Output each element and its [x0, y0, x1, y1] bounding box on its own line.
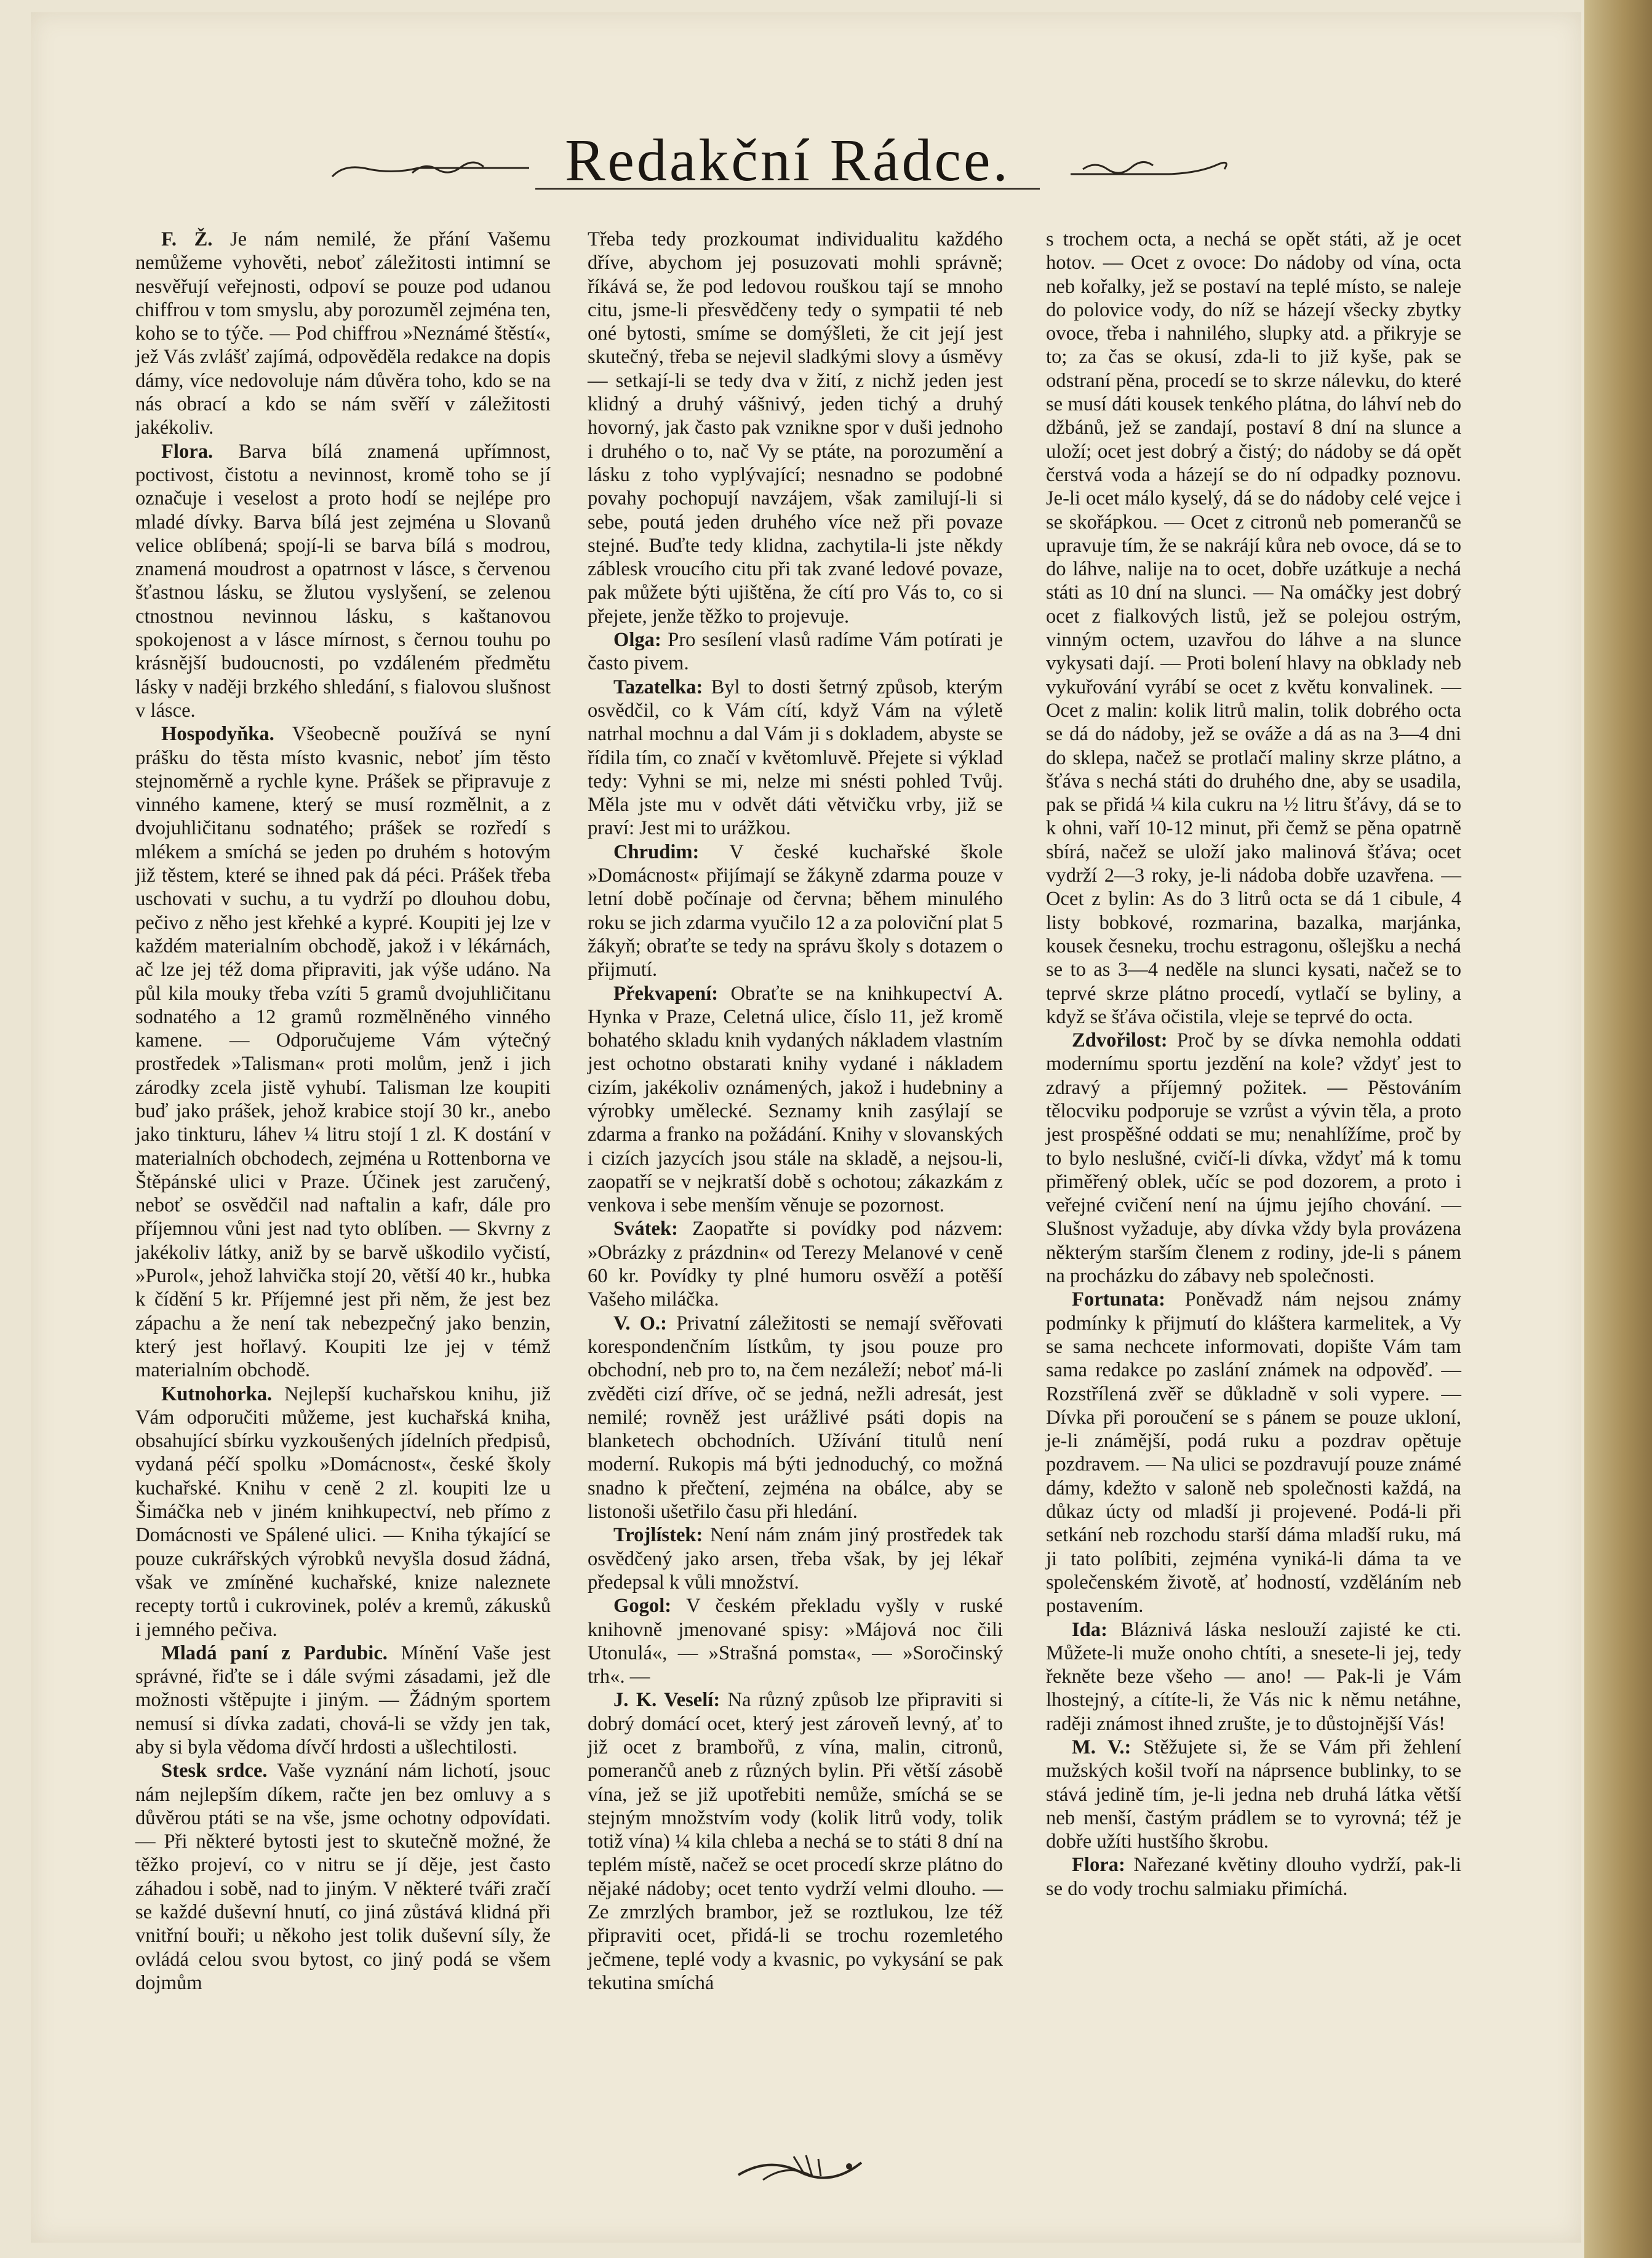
entry-correspondent: Chrudim:	[613, 840, 700, 863]
entry-correspondent: Mladá paní z Pardubic.	[161, 1642, 388, 1664]
entry	[135, 1642, 551, 1759]
entry-text: Je nám nemilé, že přání Vašemu nemůžeme vyhověti, neboť záležitosti intimní se nesvěřují veřejnosti, odpoví se pouze pod udanou chiffrou v tom smyslu, aby porozuměl zejména ten, koho se to týče. — Pod chiffrou »Neznámé štěstí«, jež Vás zvlášť zajímá, odpověděla redakce na dopis dámy, více nedovoluje nám důvěra toho, kdo se na nás obrací a kdo se nám svěří v záležitosti jakékoliv.	[135, 228, 551, 439]
entry-text: Všeobecně používá se nyní prášku do těsta místo kvasnic, neboť jím těsto stejnoměrně a rychle kyne. Prášek se připravuje z vinného kamene, který se musí rozmělnit, a z dvojuhličitanu sodnatého; prášek se rozředí s mlékem a smíchá se jeden po druhém s hotovým již těstem, které se ihned pak dá péci. Prášek třeba uschovati v suchu, a tu vydrží po dlouhou dobu, pečivo z něho jest křehké a kypré. Koupiti jej lze v každém materialním obchodě, jakož i v lékárnách, ač lze jej též doma připraviti, jak výše udáno. Na půl kila mouky třeba vzíti 5 gramů dvojuhličitanu sodnatého a 12 gramů rozmělněného vinného kamene. — Odporučujeme Vám výtečný prostředek »Talisman« proti molům, jenž i jich zárodky zcela jistě vyhubí. Talisman lze koupiti buď jako prášek, jehož krabice stojí 30 kr., anebo jako tinkturu, láhev ¼ litru stojí 1 zl. K dostání v materialních obchodech, zejména u Rottenborna ve Štěpánské ulici v Praze. Účinek jest zaručený, neboť se osvědčil nad naftalin a kafr, dále pro příjemnou vůni jest nad tyto oblíben. — Skvrny z jakékoliv látky, aniž by se barvě uškodilo vyčistí, »Purol«, jehož lahvička stojí 20, větší 40 kr., hubka k čídění 5 kr. Příjemné jest při něm, že jest bez zápachu a že není tak nebezpečný jako benzin, který jest hořlavý. Koupiti lze jej v témž materialním obchodě.	[135, 723, 551, 1382]
entry-correspondent: Flora:	[1072, 1854, 1125, 1877]
entry-correspondent: Svátek:	[613, 1218, 678, 1240]
entry-text: Bláznivá láska neslouží zajisté ke cti. Můžete-li muže onoho chtíti, a snesete-li jej, tedy řekněte beze všeho — ano! — Pak-li je Vám lhostejný, a cítíte-li, že Vás nic k němu netáhne, raději známost ihned zrušte, je to důstojnější Vás!	[1046, 1618, 1461, 1735]
entry-text: V české kuchařské škole »Domácnost« přijímají se žákyně zdarma pouze v letní době počínaje od června; během minulého roku se jich zdarma vyučilo 12 a za poloviční plat 5 žákyň; obraťte se tedy na správu školy s dotazem o přijmutí.	[588, 840, 1003, 981]
entry-text: Nařezané květiny dlouho vydrží, pak-li se do vody trochu salmiaku přimíchá.	[1046, 1854, 1461, 1900]
entry	[135, 440, 551, 723]
entry	[588, 1217, 1003, 1311]
entry-text: Mínění Vaše jest správné, řiďte se i dále svými zásadami, jež dle možnosti vštěpujte i jiným. — Žádným sportem nemusí si dívka zadati, chová-li se vždy jen tak, aby si byla vědoma dívčí hrdosti a ušlechtilosti.	[135, 1642, 551, 1758]
entry	[135, 1382, 551, 1642]
entry-text: Vaše vyznání nám lichotí, jsouc nám nejlepším díkem, račte jen bez omluvy a s důvěrou ptáti se na vše, jsme ochotny odpovídati. — Při některé bytosti jest to skutečně možné, že těžko projeví, co v nitru se jí děje, jest často záhadou i sobě, nad to jiným. V některé tváři zračí se každé duševní hnutí, co jiná zůstává klidná při vnitřní bouři; u někoho jest tolik duševní síly, že ovládá celou svou bytost, co jiný podá se všem dojmům	[135, 1760, 551, 1994]
entry-text: Není nám znám jiný prostředek tak osvědčený jako arsen, třeba však, by jej lékař předepsal k vůli množství.	[588, 1524, 1003, 1594]
entry-correspondent: Flora.	[161, 440, 213, 463]
entry-continuation	[588, 228, 1003, 628]
entry-text: Byl to dosti šetrný způsob, kterým osvědčil, co k Vám cítí, když Vám na výletě natrhal mochnu a dal Vám ji s dokladem, abyste se řídila tím, co značí v květomluvě. Přejete si výklad tedy: Vyhni se mi, nelze mi snésti pohled Tvůj. Měla jste mu v odvět dáti větvičku vrby, již se praví: Jest mi to urážkou.	[588, 676, 1003, 840]
text-column-2	[588, 228, 1003, 1995]
entry	[588, 840, 1003, 982]
entry	[588, 982, 1003, 1218]
entry-correspondent: Olga:	[613, 629, 661, 652]
entry	[135, 1759, 551, 1995]
entry-correspondent: J. K. Veselí:	[613, 1689, 720, 1712]
entry-text: V českém překladu vyšly v ruské knihovně jmenované spisy: »Májová noc čili Utonulá«, — »Strašná pomsta«, — »Soročinský trh«. —	[588, 1595, 1003, 1688]
entry-text: Proč by se dívka nemohla oddati modernímu sportu jezdění na kole? vždyť jest to zdravý a příjemný požitek. — Pěstováním tělocviku podporuje se vzrůst a vývin těla, a proto jest prospěšné oddati se mu; nenahlížíme, proč by to bylo neslušné, cvičí-li dívka, vždyť má k tomu přiměřený oblek, učíc se pod dozorem, a proto i veřejné cvičení není na újmu jejího chování. — Slušnost vyžaduje, aby dívka vždy byla provázena některým starším členem z rodiny, jde-li s pánem na procházku do zábavy neb společnosti.	[1046, 1029, 1461, 1288]
entry-text: Na různý způsob lze připraviti si dobrý domácí ocet, který jest zároveň levný, ať to již ocet z brambořů, z vína, malin, citronů, pomerančů aneb z různých bylin. Při větší zásobě vína, jež se již upotřebiti nemůže, smíchá se se stejným množstvím vody (kolik litrů vody, tolik totiž vína) ¼ kila chleba a nechá se to státi 8 dní na teplém místě, načež se ocet procedí skrze plátno do nějaké nádoby; ocet tento vydrží velmi dlouho. — Ze zmrzlých brambor, jež se roztlukou, lze též připraviti ocet, přidá-li se trochu rozemletého ječmene, teplé vody a kvasnic, po vykysání se pak tekutina smíchá	[588, 1689, 1004, 1994]
entry-correspondent: V. O.:	[613, 1312, 667, 1334]
entry-text: Barva bílá znamená upřímnost, poctivost, čistotu a nevinnost, kromě toho se jí označuje i veselost a proto hodí se nejlépe pro mladé dívky. Barva bílá jest zejména u Slovanů velice oblíbená; spojí-li se barva bílá s modrou, znamená moudrost a opatrnost v lásce, s červenou šťastnou lásku, se žlutou vyslyšení, se zelenou ctnostnou nevinnou lásku, s kaštanovou spokojenost a v lásce mírnost, s černou touhu po krásnější budoucnosti, po vzdáleném předmětu lásky v naději brzkého shledání, s fialovou slušnost v lásce.	[135, 440, 551, 722]
entry-correspondent: Stesk srdce.	[161, 1760, 268, 1782]
entry	[1046, 1736, 1461, 1853]
entry-correspondent: Gogol:	[613, 1595, 672, 1618]
entry-text: Obraťte se na knihkupectví A. Hynka v Praze, Celetná ulice, číslo 11, jež kromě bohatého skladu knih vydaných nákladem vlastním jest ochotno obstarati knihy vydané i nákladem cizím, jakékoliv oznámených, jakož i hudebniny a výrobky umělecké. Seznamy knih zasýlají se zdarma a franko na požádání. Knihy v slovanských i cizích jazycích jsou stále na skladě, a nejsou-li, zaopatří se v nejkratší době s ochotou; zákazkám z venkova i sebe menším věnuje se pozornost.	[588, 982, 1003, 1217]
entry-correspondent: Ida:	[1072, 1618, 1107, 1641]
entry-text: Stěžujete si, že se Vám při žehlení mužských košil tvoří na náprsence bublinky, to se stává jedině tím, je-li jedna neb druhá látka větší neb menší, častým prádlem se to vyrovná; též je dobře užíti hustšího škrobu.	[1046, 1736, 1461, 1853]
entry	[588, 628, 1003, 676]
entry-text: s trochem octa, a nechá se opět státi, až je ocet hotov. — Ocet z ovoce: Do nádoby od vína, octa neb kořalky, jež se postaví na teplé místo, se naleje do polovice vody, do níž se házejí všecky zbytky ovoce, třeba i nahnilého, slupky atd. a přikryje se to; za čas se okusí, zda-li to již kyše, pak se odstraní pěna, procedí se to skrze nálevku, do které se musí dáti kousek tenkého plátna, do láhví neb do džbánů, jež se zandají, postaví 8 dní na slunce a uloží; ocet jest dobrý a čistý; do nádoby se dá opět čerstvá voda a házejí se do ní odpadky poznovu. Je-li ocet málo kyselý, dá se do nádoby celé vejce i se skořápkou. — Ocet z citronů neb pomerančů se upravuje tím, že se nakrájí kůra neb ovoce, dá se to do láhve, nalije na to ocet, dobře uzátkuje a nechá státi as 10 dní na slunci. — Na omáčky jest dobrý ocet z fialkových listů, jež se polejou ostrým, vinným octem, uzavřou do láhve a na slunce vykysati dají. — Proti bolení hlavy na obklady neb vykuřování vyrábí se ocet z květu konvalinek. — Ocet z malin: kolik litrů malin, tolik dobrého octa se dá do nádoby, jež se ováže a dá as na 3—4 dni do sklepa, načež se protlačí maliny skrze plátno, a šťáva s nechá státi do druhého dne, aby se usadila, pak se přidá ¼ kila cukru na ½ litru šťávy, dá se to k ohni, vaří 10-12 minut, při čemž se pěna opatrně sbírá, načež se uloží jako malinová šťáva; ocet vydrží 2—3 roky, je-li nádoba dobře uzavřena. — Ocet z bylin: As do 3 litrů octa se dá 1 cibule, 4 listy bobkové, rozmarina, bazalka, marjánka, kousek česneku, trochu estragonu, ošlejšku a nechá se to as 3—4 neděle na slunci kysati, načež se to teprvé skrze plátno procedí, vytlačí se byliny, a když se šťáva očistila, vleje se teprvé do octa.	[1046, 228, 1461, 1028]
entry-text: Třeba tedy prozkoumat individualitu každého dříve, abychom jej posuzovati mohli správně; říkává se, že pod ledovou rouškou tají se mnoho citu, jsme-li přesvědčeny tedy o sympatii té neb oné bytosti, smíme se domýšleti, že cit její jest skutečný, třeba se nejevil sladkými slovy a úsměvy — setkají-li se tedy dva v žití, z nichž jeden jest klidný a druhý vášnivý, jeden tichý a druhý hovorný, jak často pak vznikne spor v duši jednoho i druhého o to, nač Vy se ptáte, na porozumění a lásku z toho vyplývající; nesnadno se podobné povahy pochopují navzájem, však zamilují-li si sebe, poutá jeden druhého více než při povaze stejné. Buďte tedy klidna, zachytila-li jste někdy záblesk vroucího citu při tak zvané ledové povaze, pak můžete býti ujištěna, že cítí pro Vás to, co si přejete, jenže těžko to projevuje.	[588, 228, 1003, 628]
binding-edge	[1584, 0, 1652, 2258]
entry-text: Nejlepší kuchařskou knihu, již Vám odporučiti můžeme, jest kuchařská kniha, obsahující sbírku vyzkoušených jídelních předpisů, vydaná péčí spolku »Domácnost«, české školy kuchařské. Knihu v ceně 2 zl. koupiti lze u Šimáčka neb v jiném knihkupectví, neb přímo z Domácnosti ve Spálené ulici. — Kniha týkající se pouze cukrářských výrobků nevyšla dosud žádná, však ve zmíněné kuchařské, knize naleznete recepty tortů i cukrovinek, polév a kremů, zákusků i jemného pečiva.	[135, 1382, 551, 1641]
entry	[1046, 1288, 1461, 1618]
entry-text: Privatní záležitosti se nemají svěřovati korespondenčním lístkům, ty jsou pouze pro obchodní, neb pro to, na čem nezáleží; neboť má-li zvěděti cizí dříve, oč se jedná, nežli adresát, jest nemilé; rovněž jest urážlivé psáti dopis na blanketech obchodních. Užívání titulů není moderní. Rukopis má býti jednoduchý, co možná snadno k přečtení, zejména na obálce, aby se listonoši ušetřilo času při hledání.	[588, 1312, 1003, 1523]
entry-correspondent: Trojlístek:	[613, 1524, 703, 1547]
entry	[588, 1688, 1003, 1995]
entry-text: Pro sesílení vlasů radíme Vám potírati je často pivem.	[588, 629, 1003, 675]
entry-correspondent: Zdvořilost:	[1072, 1029, 1168, 1052]
entry	[588, 676, 1003, 840]
entry	[1046, 1853, 1461, 1901]
entry	[588, 1312, 1003, 1524]
entry-correspondent: Fortunata:	[1072, 1288, 1166, 1311]
header	[320, 120, 1243, 206]
entry-correspondent: Překvapení:	[613, 982, 719, 1005]
entry	[1046, 1029, 1461, 1288]
entry	[1046, 1618, 1461, 1736]
entry-correspondent: M. V.:	[1072, 1736, 1131, 1758]
entry-correspondent: Tazatelka:	[613, 676, 703, 698]
entry-continuation	[1046, 228, 1461, 1029]
page-title: Redakční Rádce.	[565, 127, 1010, 194]
entry	[135, 228, 551, 440]
entry	[588, 1594, 1003, 1688]
end-vignette-decoration	[726, 2144, 874, 2193]
entry	[588, 1523, 1003, 1594]
entry-correspondent: Hospodyňka.	[161, 723, 274, 746]
entry-correspondent: Kutnohorka.	[161, 1382, 273, 1405]
entry	[135, 722, 551, 1382]
entry-correspondent: F. Ž.	[161, 228, 213, 250]
entry-text: Poněvadž nám nejsou známy podmínky k přijmutí do kláštera karmelitek, a Vy se sama nechcete informovati, dopište Vám tam sama redakce po zaslání známek na odpověď. — Rozstřílená zvěř se důkladně v soli vypere. — Dívka při poroučení se s pánem se pouze ukloní, je-li známější, podá ruku a pozdrav opětuje pozdravem. — Na ulici se pozdravují pouze známé dámy, kdežto v saloně neb společnosti každá, na důkaz úcty od mladší ji projevené. Podá-li při setkání neb rozchodu starší dáma mladší ruku, má ji tato políbiti, zejména vyniká-li dáma ta ve společenském životě, ať hodností, vzděláním neb postavením.	[1046, 1288, 1461, 1618]
text-column-3	[1046, 228, 1461, 1901]
entry-text: Zaopatřte si povídky pod názvem: »Obrázky z prázdnin« od Terezy Melanové v ceně 60 kr. Povídky ty plné humoru osvěží a potěší Vašeho miláčka.	[588, 1218, 1003, 1311]
text-column-1	[135, 228, 551, 1995]
